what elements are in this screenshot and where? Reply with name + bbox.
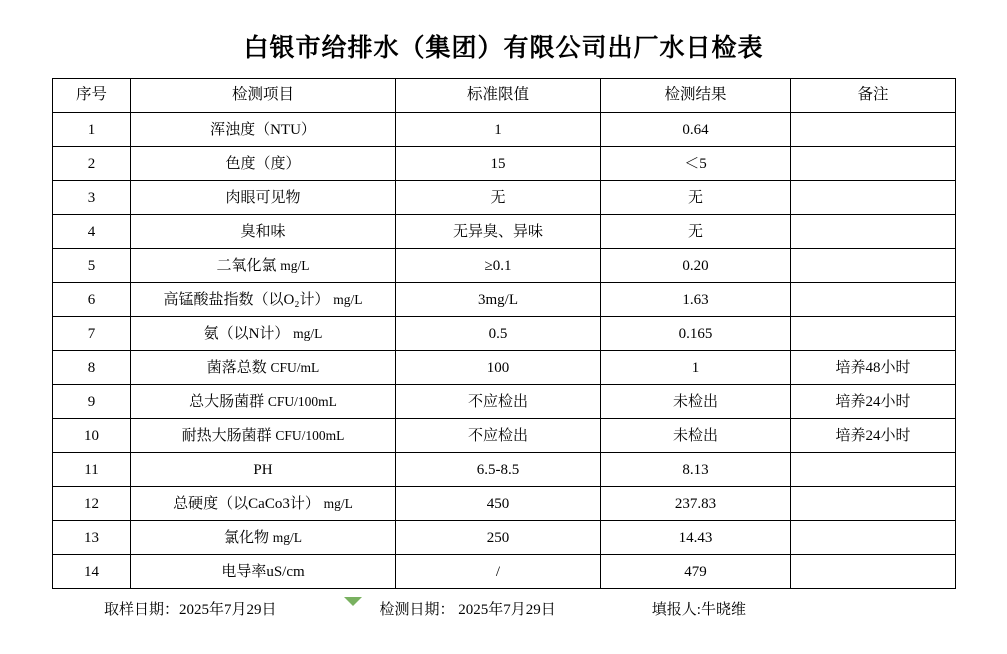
daily-inspection-table <box>52 78 956 589</box>
table-row <box>53 351 956 385</box>
cell-limit: ≥0.1 <box>396 249 601 283</box>
table-row <box>53 113 956 147</box>
cell-item <box>131 351 396 385</box>
item-label: 色度（度） <box>225 155 301 172</box>
cell-limit: 15 <box>396 147 601 181</box>
item-label: 浑浊度（NTU） <box>210 121 316 138</box>
cell-item <box>131 283 396 317</box>
column-header-result: 检测结果 <box>601 79 791 113</box>
cell-note <box>791 283 956 317</box>
cell-limit: 100 <box>396 351 601 385</box>
cell-no: 1 <box>53 113 131 147</box>
cell-note <box>791 147 956 181</box>
cell-limit: 3mg/L <box>396 283 601 317</box>
cell-no: 7 <box>53 317 131 351</box>
filled-by-label: 填报人:牛晓维 <box>651 602 746 618</box>
cell-note: 培养48小时 <box>791 351 956 385</box>
test-date-label: 检测日期： 2025年7月29日 <box>379 602 556 618</box>
item-unit: CFU/100mL <box>275 427 345 443</box>
cell-item <box>131 521 396 555</box>
item-unit: CFU/100mL <box>267 393 337 409</box>
item-label: 臭和味 <box>240 223 286 240</box>
cell-item <box>131 385 396 419</box>
item-label: 高锰酸盐指数（以O₂计） <box>163 291 330 308</box>
cell-no: 13 <box>53 521 131 555</box>
cell-result: 未检出 <box>601 419 791 453</box>
cell-item <box>131 113 396 147</box>
report-table-wrapper <box>0 78 1007 589</box>
item-label: 总硬度（以CaCo3计） <box>173 495 320 512</box>
item-unit: CFU/mL <box>270 359 320 375</box>
item-label: 电导率uS/cm <box>221 563 305 580</box>
cell-result: 8.13 <box>601 453 791 487</box>
cell-item <box>131 249 396 283</box>
cell-result: 0.20 <box>601 249 791 283</box>
table-row <box>53 249 956 283</box>
cell-note <box>791 521 956 555</box>
cell-result: ＜5 <box>601 147 791 181</box>
column-header-note: 备注 <box>791 79 956 113</box>
table-row <box>53 487 956 521</box>
cell-item <box>131 419 396 453</box>
item-label: 菌落总数 <box>206 359 267 376</box>
cell-limit: 不应检出 <box>396 419 601 453</box>
cell-note <box>791 487 956 521</box>
cell-item <box>131 317 396 351</box>
cell-no: 14 <box>53 555 131 589</box>
table-header <box>53 79 956 113</box>
cell-item <box>131 147 396 181</box>
cell-no: 4 <box>53 215 131 249</box>
table-row <box>53 453 956 487</box>
cell-result: 1.63 <box>601 283 791 317</box>
cell-limit: 1 <box>396 113 601 147</box>
cell-result: 无 <box>601 181 791 215</box>
item-unit: mg/L <box>272 529 302 545</box>
cell-note <box>791 317 956 351</box>
item-label: PH <box>253 461 273 478</box>
table-row <box>53 317 956 351</box>
cell-note <box>791 249 956 283</box>
column-header-limit: 标准限值 <box>396 79 601 113</box>
cell-limit: 无异臭、异味 <box>396 215 601 249</box>
table-row <box>53 181 956 215</box>
item-label: 二氧化氯 <box>216 257 277 274</box>
cell-note: 培养24小时 <box>791 385 956 419</box>
table-header-row <box>53 79 956 113</box>
cell-no: 8 <box>53 351 131 385</box>
cell-no: 2 <box>53 147 131 181</box>
cell-note <box>791 181 956 215</box>
cell-note <box>791 215 956 249</box>
cell-item <box>131 181 396 215</box>
item-unit: mg/L <box>333 291 363 307</box>
cell-no: 3 <box>53 181 131 215</box>
table-body <box>53 113 956 589</box>
table-row <box>53 215 956 249</box>
cell-note: 培养24小时 <box>791 419 956 453</box>
cell-no: 12 <box>53 487 131 521</box>
cell-limit: 不应检出 <box>396 385 601 419</box>
cell-item <box>131 215 396 249</box>
table-row <box>53 419 956 453</box>
cell-item <box>131 453 396 487</box>
cell-result: 237.83 <box>601 487 791 521</box>
footer-row <box>52 589 955 619</box>
item-label: 总大肠菌群 <box>189 393 265 410</box>
table-row <box>53 521 956 555</box>
cell-note <box>791 113 956 147</box>
cell-no: 11 <box>53 453 131 487</box>
item-label: 耐热大肠菌群 <box>181 427 272 444</box>
cell-no: 9 <box>53 385 131 419</box>
item-label: 氨（以N计） <box>203 325 290 342</box>
cell-limit: / <box>396 555 601 589</box>
cell-result: 14.43 <box>601 521 791 555</box>
item-label: 氯化物 <box>223 529 269 546</box>
cell-result: 0.165 <box>601 317 791 351</box>
cell-limit: 250 <box>396 521 601 555</box>
cell-no: 10 <box>53 419 131 453</box>
cell-result: 未检出 <box>601 385 791 419</box>
cell-limit: 6.5-8.5 <box>396 453 601 487</box>
page-title: 白银市给排水（集团）有限公司出厂水日检表 <box>243 35 764 62</box>
cell-no: 6 <box>53 283 131 317</box>
table-row <box>53 385 956 419</box>
cell-limit: 450 <box>396 487 601 521</box>
item-label: 肉眼可见物 <box>225 189 301 206</box>
sample-date-label: 取样日期：2025年7月29日 <box>104 602 277 618</box>
table-row <box>53 147 956 181</box>
cell-note <box>791 555 956 589</box>
cell-result: 479 <box>601 555 791 589</box>
cell-limit: 0.5 <box>396 317 601 351</box>
column-header-item: 检测项目 <box>131 79 396 113</box>
cell-item <box>131 487 396 521</box>
cell-result: 0.64 <box>601 113 791 147</box>
cell-note <box>791 453 956 487</box>
cell-result: 1 <box>601 351 791 385</box>
item-unit: mg/L <box>280 257 310 273</box>
cell-no: 5 <box>53 249 131 283</box>
column-header-no: 序号 <box>53 79 131 113</box>
cell-item <box>131 555 396 589</box>
item-unit: mg/L <box>293 325 323 341</box>
item-unit: mg/L <box>323 495 353 511</box>
table-row <box>53 555 956 589</box>
cell-limit: 无 <box>396 181 601 215</box>
table-row <box>53 283 956 317</box>
cell-result: 无 <box>601 215 791 249</box>
